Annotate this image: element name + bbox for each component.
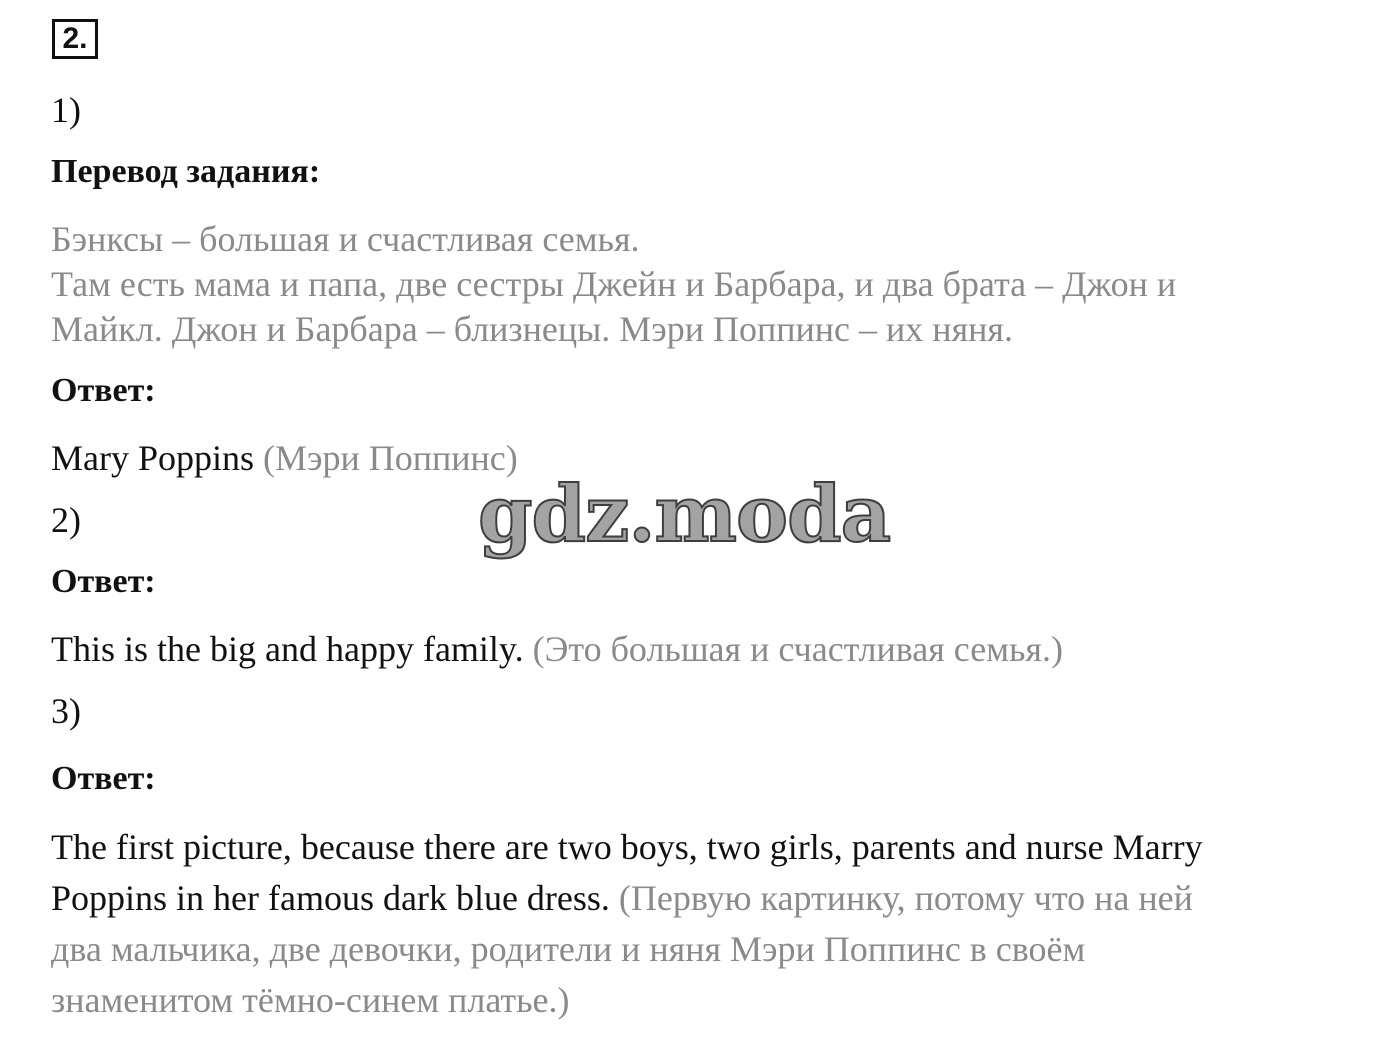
part3-translation-line-4: знаменитом тёмно-синем платье.) [51,980,570,1020]
part1-translation-line-3: Майкл. Джон и Барбара – близнецы. Мэри Поппинс – их няня. [51,309,1013,349]
part3-answer-text-2: Poppins in her famous dark blue dress. [51,878,610,918]
part1-answer-text: Mary Poppins [51,438,255,478]
part1-translation-line-2: Там есть мама и папа, две сестры Джейн и Барбара, и два брата – Джон и [51,264,1177,304]
part3-label: 3) [51,691,81,731]
part3-answer-heading: Ответ: [51,760,156,797]
part1-translation-line-1: Бэнксы – большая и счастливая семья. [51,219,640,259]
part1-label: 1) [51,90,81,130]
part2-label: 2) [51,500,81,540]
part1-translation-heading: Перевод задания: [51,153,321,190]
part1-answer [51,436,518,480]
part3-translation-line-3: два мальчика, две девочки, родители и няня Мэри Поппинс в своём [51,929,1086,969]
part2-answer [51,627,1063,671]
part2-answer-heading: Ответ: [51,563,156,600]
task-number-box: 2. [52,19,98,59]
part3-answer-line-2 [51,876,1193,920]
part3-answer-line-1: The first picture, because there are two boys, two girls, parents and nurse Marry [51,827,1203,867]
part1-answer-translation: (Мэри Поппинс) [263,438,518,478]
part1-answer-heading: Ответ: [51,372,156,409]
part3-translation-2: (Первую картинку, потому что на ней [618,878,1193,918]
part2-answer-translation: (Это большая и счастливая семья.) [532,629,1063,669]
watermark-logo: gdz.moda [478,469,891,560]
part2-answer-text: This is the big and happy family. [51,629,524,669]
